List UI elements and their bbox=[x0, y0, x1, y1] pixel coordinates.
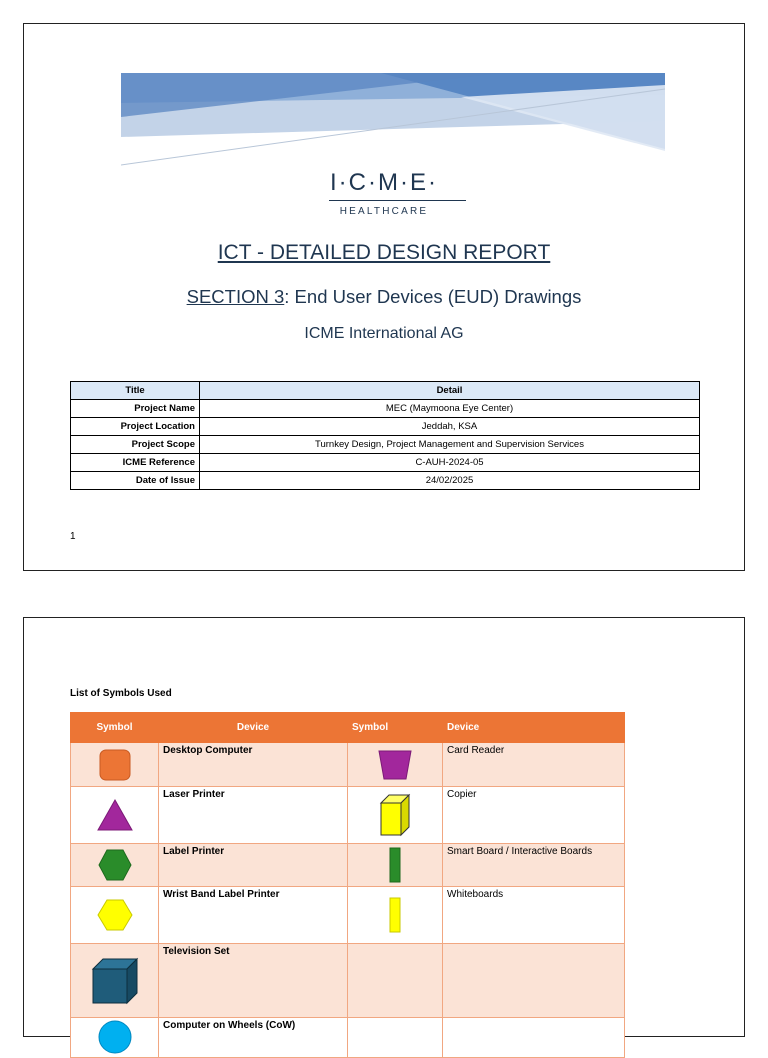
logo-subtitle: HEALTHCARE bbox=[339, 206, 429, 217]
symbol-cell bbox=[71, 887, 159, 944]
cyan-circle-icon bbox=[98, 1020, 132, 1054]
document-page-2 bbox=[23, 617, 745, 1037]
symbol-cell bbox=[71, 743, 159, 787]
symbols-heading: List of Symbols Used bbox=[70, 688, 172, 699]
device-name: Whiteboards bbox=[443, 887, 625, 944]
device-name: Smart Board / Interactive Boards bbox=[443, 844, 625, 887]
logo-divider bbox=[329, 200, 466, 201]
column-header-device: Device bbox=[159, 713, 348, 743]
company-name: ICME International AG bbox=[304, 325, 464, 342]
device-name: Laser Printer bbox=[159, 787, 348, 844]
table-row bbox=[71, 887, 625, 944]
header-banner bbox=[121, 73, 665, 169]
symbol-cell bbox=[71, 944, 159, 1018]
table-row bbox=[71, 400, 700, 418]
table-header-row bbox=[71, 382, 700, 400]
table-row bbox=[71, 844, 625, 887]
device-name bbox=[443, 944, 625, 1018]
table-row bbox=[71, 743, 625, 787]
column-header-title: Title bbox=[71, 382, 200, 400]
company-logo: I·C·M·E· bbox=[330, 169, 438, 196]
blue-cube-icon bbox=[91, 957, 139, 1005]
row-detail: 24/02/2025 bbox=[200, 472, 700, 490]
purple-trapezoid-icon bbox=[378, 750, 412, 780]
row-title: Project Scope bbox=[71, 436, 200, 454]
symbol-cell bbox=[348, 887, 443, 944]
row-title: Project Name bbox=[71, 400, 200, 418]
symbol-cell bbox=[348, 743, 443, 787]
row-title: Project Location bbox=[71, 418, 200, 436]
symbols-table bbox=[70, 712, 625, 1058]
device-name: Computer on Wheels (CoW) bbox=[159, 1018, 348, 1058]
project-info-table bbox=[70, 381, 700, 490]
device-name: Card Reader bbox=[443, 743, 625, 787]
table-row bbox=[71, 436, 700, 454]
symbol-cell bbox=[71, 787, 159, 844]
table-header-row bbox=[71, 713, 625, 743]
row-detail: C-AUH-2024-05 bbox=[200, 454, 700, 472]
yellow-bar-icon bbox=[389, 897, 401, 933]
purple-triangle-icon bbox=[97, 799, 133, 831]
symbol-cell bbox=[348, 787, 443, 844]
column-header-symbol: Symbol bbox=[71, 713, 159, 743]
column-header-device: Device bbox=[443, 713, 625, 743]
device-name: Copier bbox=[443, 787, 625, 844]
column-header-symbol: Symbol bbox=[348, 713, 443, 743]
section-title-text: : End User Devices (EUD) Drawings bbox=[284, 286, 582, 307]
table-row bbox=[71, 472, 700, 490]
symbol-cell bbox=[348, 844, 443, 887]
device-name: Television Set bbox=[159, 944, 348, 1018]
green-bar-icon bbox=[389, 847, 401, 883]
device-name: Label Printer bbox=[159, 844, 348, 887]
row-detail: MEC (Maymoona Eye Center) bbox=[200, 400, 700, 418]
table-row bbox=[71, 454, 700, 472]
symbol-cell bbox=[348, 944, 443, 1018]
table-row bbox=[71, 944, 625, 1018]
report-title: ICT - DETAILED DESIGN REPORT bbox=[217, 241, 551, 264]
table-row bbox=[71, 418, 700, 436]
column-header-detail: Detail bbox=[200, 382, 700, 400]
row-title: ICME Reference bbox=[71, 454, 200, 472]
symbol-cell bbox=[71, 844, 159, 887]
orange-rounded-square-icon bbox=[99, 749, 131, 781]
yellow-hexagon-icon bbox=[97, 898, 133, 932]
row-detail: Jeddah, KSA bbox=[200, 418, 700, 436]
yellow-box-icon bbox=[379, 793, 411, 837]
green-hexagon-icon bbox=[98, 848, 132, 882]
device-name: Wrist Band Label Printer bbox=[159, 887, 348, 944]
document-page-1 bbox=[23, 23, 745, 571]
row-title: Date of Issue bbox=[71, 472, 200, 490]
page-number: 1 bbox=[70, 531, 76, 542]
row-detail: Turnkey Design, Project Management and Supervision Services bbox=[200, 436, 700, 454]
table-row bbox=[71, 787, 625, 844]
device-name: Desktop Computer bbox=[159, 743, 348, 787]
section-title bbox=[24, 286, 744, 308]
section-label: SECTION 3 bbox=[186, 286, 285, 307]
